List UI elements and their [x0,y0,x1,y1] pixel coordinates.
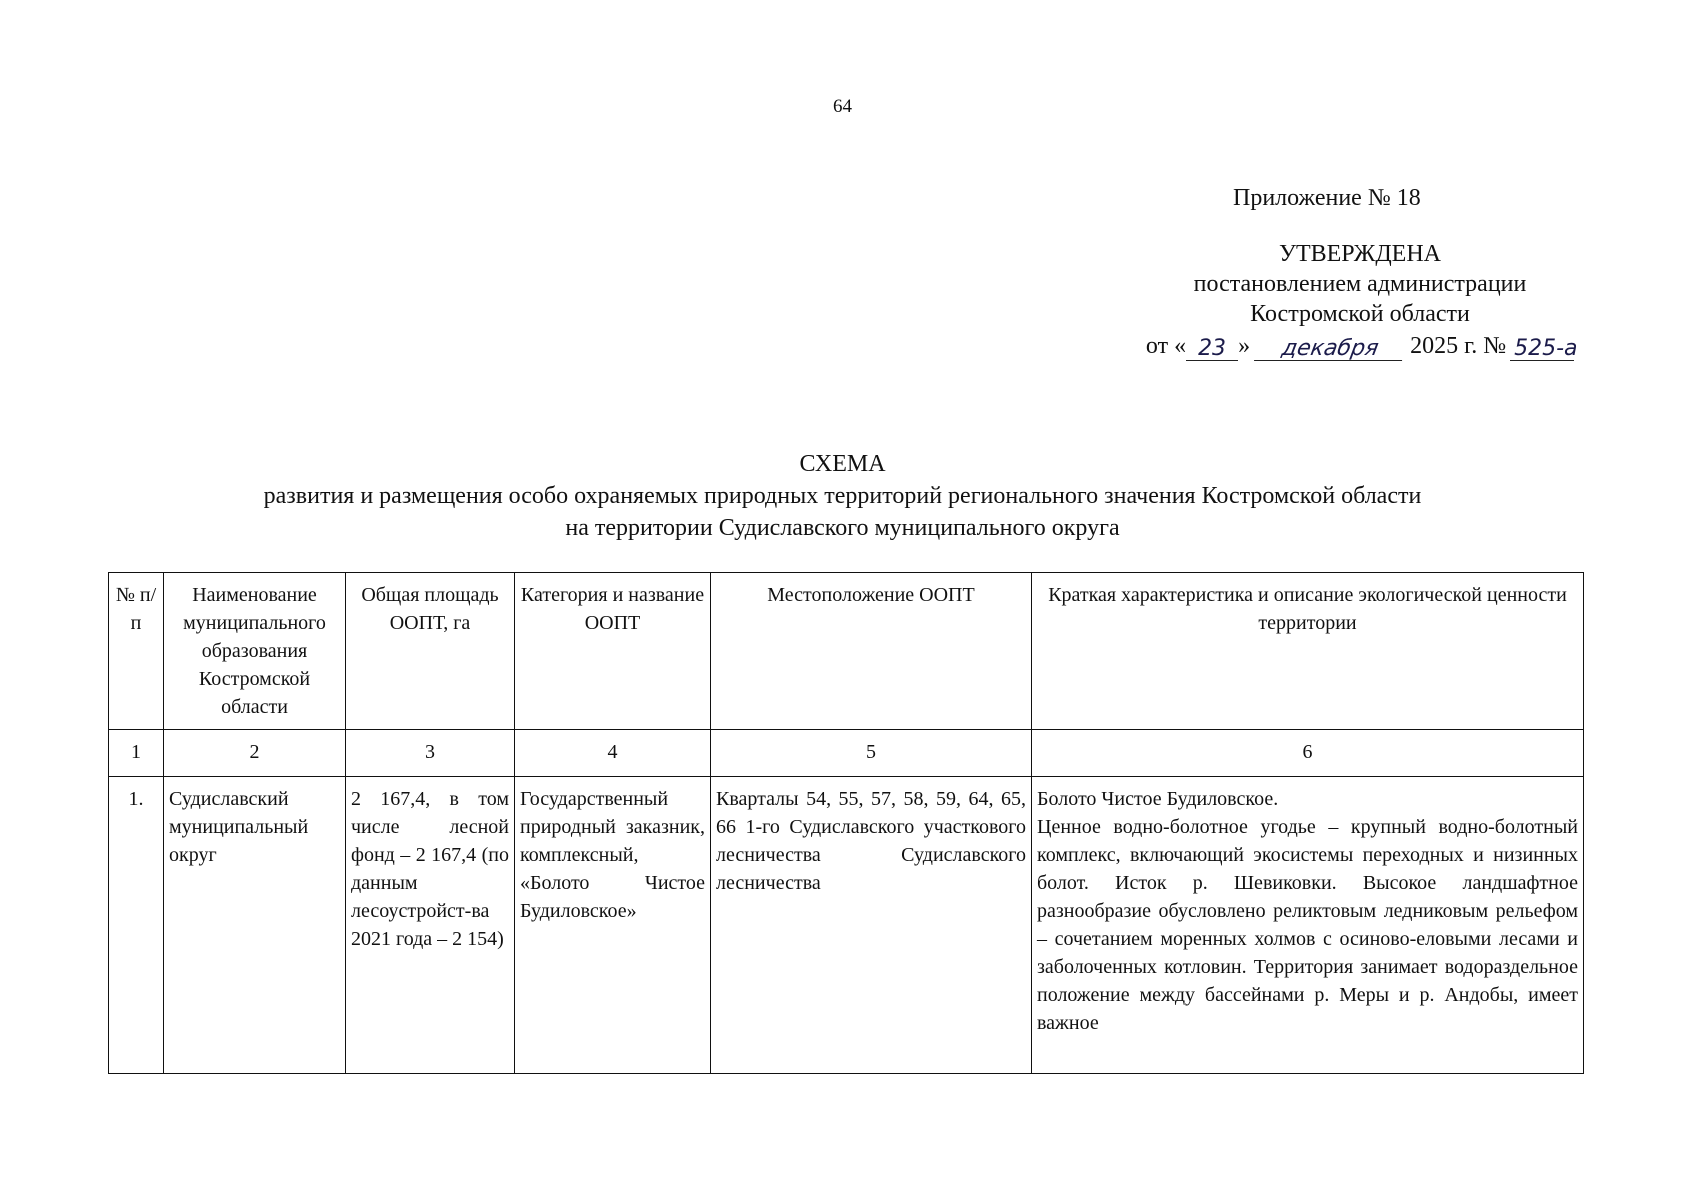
category-cell: Государственный природный заказник, комплексный, «Болото Чистое Будиловское» [515,777,711,1074]
approval-date-line [1100,331,1620,361]
title-line-1: СХЕМА [799,451,886,477]
document-title [0,448,1685,544]
description-title: Болото Чистое Будиловское. [1037,788,1279,810]
date-year-number: 2025 г. № [1410,333,1507,359]
column-number-cell: 5 [711,730,1032,777]
column-number-cell: 2 [164,730,346,777]
date-prefix: от « [1145,333,1187,359]
approved-label: УТВЕРЖДЕНА [1278,241,1442,267]
column-number-row [109,730,1584,777]
header-cell-area: Общая площадь ООПТ, га [346,573,515,730]
description-cell [1032,777,1584,1074]
row-number-cell: 1. [109,777,164,1074]
handwritten-day: 23 [1186,338,1238,361]
date-quote-close: » [1238,333,1251,359]
approval-line-1: постановлением администрации [1193,271,1527,297]
column-number-cell: 6 [1032,730,1584,777]
table-row [109,777,1584,1074]
ooppt-table [108,572,1584,1074]
header-cell-number: № п/п [109,573,164,730]
area-cell: 2 167,4, в том числе лесной фонд – 2 167,4 (по данным лесоустройст-ва 2021 года – 2 154) [346,777,515,1074]
header-cell-municipality: Наименование муниципального образования Костромской области [164,573,346,730]
column-number-cell: 1 [109,730,164,777]
location-cell: Кварталы 54, 55, 57, 58, 59, 64, 65, 66 1-го Судиславского участкового лесничества Судиславского лесничества [711,777,1032,1074]
column-number-cell: 4 [515,730,711,777]
handwritten-number: 525-а [1510,338,1574,361]
annex-label: Приложение № 18 [1233,185,1421,211]
page-number: 64 [833,96,852,117]
title-line-2: развития и размещения особо охраняемых природных территорий регионального значения Костромской области [263,483,1422,509]
title-line-3: на территории Судиславского муниципального округа [565,515,1120,541]
approval-line-2: Костромской области [1250,301,1470,327]
header-cell-category: Категория и название ООПТ [515,573,711,730]
header-cell-description: Краткая характеристика и описание экологической ценности территории [1032,573,1584,730]
header-cell-location: Местоположение ООПТ [711,573,1032,730]
municipality-cell: Судиславский муниципальный округ [164,777,346,1074]
description-text: Ценное водно-болотное угодье – крупный водно-болотный комплекс, включающий экосистемы переходных и низинных болот. Исток р. Шевиковки. Высокое ландшафтное разнообразие обусловлено реликтовым ледниковым рельефом – сочетанием моренных холмов с осиново-еловыми лесами и заболоченных котловин. Территория занимает водораздельное положение между бассейнами р. Меры и р. Андобы, имеет важное [1037,816,1578,1034]
column-number-cell: 3 [346,730,515,777]
handwritten-month: декабря [1254,338,1406,361]
table-header-row [109,573,1584,730]
approval-block [1100,183,1620,361]
